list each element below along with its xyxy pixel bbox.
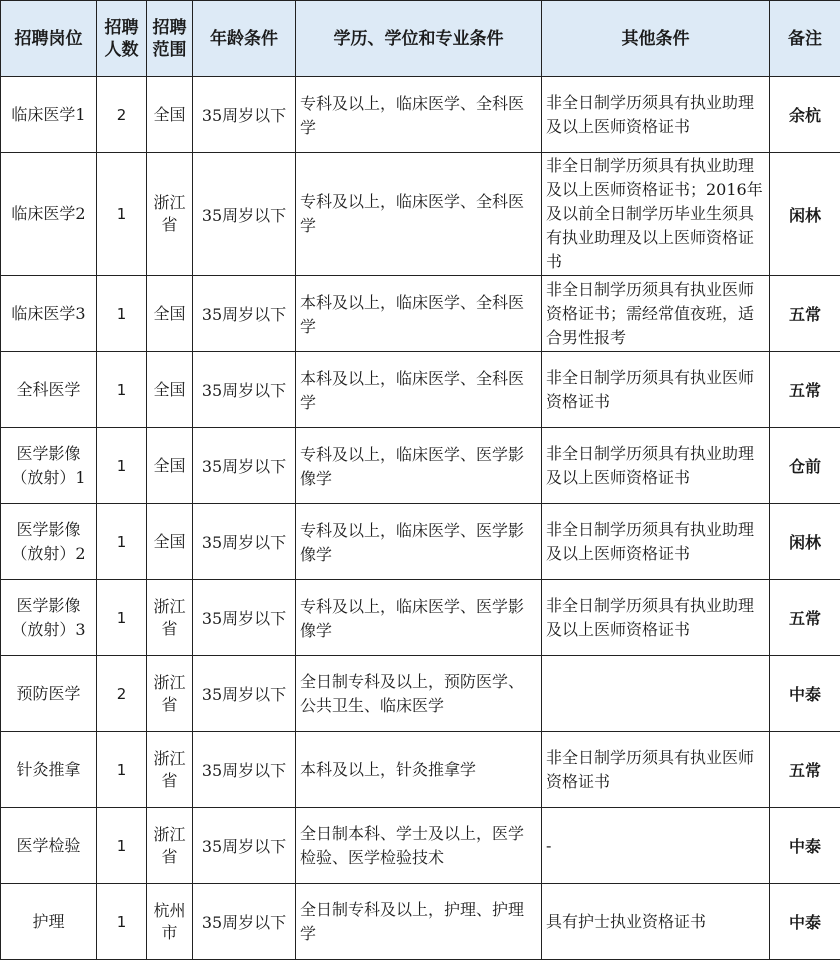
cell-scope: 浙江省 [147, 580, 193, 656]
cell-education: 专科及以上，临床医学、医学影像学 [296, 428, 542, 504]
table-row [1, 884, 840, 960]
cell-count: 1 [97, 276, 147, 352]
cell-education: 本科及以上，针灸推拿学 [296, 732, 542, 808]
header-position: 招聘岗位 [1, 1, 97, 77]
cell-other: 非全日制学历须具有执业助理及以上医师资格证书 [542, 504, 770, 580]
cell-scope: 浙江省 [147, 732, 193, 808]
cell-education: 全日制本科、学士及以上，医学检验、医学检验技术 [296, 808, 542, 884]
cell-scope: 全国 [147, 276, 193, 352]
cell-count: 1 [97, 153, 147, 276]
cell-education: 全日制专科及以上，预防医学、公共卫生、临床医学 [296, 656, 542, 732]
cell-age: 35周岁以下 [193, 580, 296, 656]
cell-age: 35周岁以下 [193, 732, 296, 808]
table-row [1, 504, 840, 580]
table-row [1, 808, 840, 884]
table-header-row [1, 1, 840, 77]
cell-age: 35周岁以下 [193, 656, 296, 732]
table-row [1, 732, 840, 808]
cell-scope: 全国 [147, 504, 193, 580]
cell-age: 35周岁以下 [193, 352, 296, 428]
cell-other [542, 656, 770, 732]
cell-count: 2 [97, 77, 147, 153]
table-row [1, 580, 840, 656]
cell-other: 非全日制学历须具有执业医师资格证书；需经常值夜班，适合男性报考 [542, 276, 770, 352]
cell-position: 临床医学1 [1, 77, 97, 153]
cell-education: 本科及以上，临床医学、全科医学 [296, 276, 542, 352]
cell-education: 专科及以上，临床医学、医学影像学 [296, 580, 542, 656]
cell-count: 2 [97, 656, 147, 732]
cell-scope: 全国 [147, 77, 193, 153]
cell-other: 非全日制学历须具有执业医师资格证书 [542, 732, 770, 808]
cell-other: 具有护士执业资格证书 [542, 884, 770, 960]
cell-position: 预防医学 [1, 656, 97, 732]
table-row [1, 428, 840, 504]
cell-other: - [542, 808, 770, 884]
table-row [1, 77, 840, 153]
cell-position: 医学影像（放射）3 [1, 580, 97, 656]
cell-note: 中泰 [770, 884, 840, 960]
cell-count: 1 [97, 808, 147, 884]
cell-scope: 全国 [147, 352, 193, 428]
cell-note: 闲林 [770, 153, 840, 276]
cell-position: 护理 [1, 884, 97, 960]
cell-education: 全日制专科及以上，护理、护理学 [296, 884, 542, 960]
cell-count: 1 [97, 504, 147, 580]
table-row [1, 352, 840, 428]
cell-other: 非全日制学历须具有执业助理及以上医师资格证书；2016年及以前全日制学历毕业生须具有执业助理及以上医师资格证书 [542, 153, 770, 276]
header-other: 其他条件 [542, 1, 770, 77]
cell-education: 本科及以上，临床医学、全科医学 [296, 352, 542, 428]
cell-note: 中泰 [770, 808, 840, 884]
header-count: 招聘人数 [97, 1, 147, 77]
cell-position: 临床医学2 [1, 153, 97, 276]
cell-count: 1 [97, 428, 147, 504]
cell-note: 五常 [770, 352, 840, 428]
cell-note: 闲林 [770, 504, 840, 580]
cell-education: 专科及以上，临床医学、全科医学 [296, 153, 542, 276]
cell-scope: 浙江省 [147, 656, 193, 732]
cell-note: 余杭 [770, 77, 840, 153]
cell-position: 医学影像（放射）1 [1, 428, 97, 504]
cell-note: 五常 [770, 580, 840, 656]
cell-scope: 杭州市 [147, 884, 193, 960]
cell-position: 医学检验 [1, 808, 97, 884]
cell-count: 1 [97, 580, 147, 656]
table-row [1, 276, 840, 352]
cell-scope: 全国 [147, 428, 193, 504]
cell-count: 1 [97, 352, 147, 428]
cell-other: 非全日制学历须具有执业医师资格证书 [542, 352, 770, 428]
cell-other: 非全日制学历须具有执业助理及以上医师资格证书 [542, 77, 770, 153]
table-row [1, 153, 840, 276]
cell-note: 中泰 [770, 656, 840, 732]
cell-note: 五常 [770, 276, 840, 352]
cell-position: 医学影像（放射）2 [1, 504, 97, 580]
header-note: 备注 [770, 1, 840, 77]
cell-education: 专科及以上，临床医学、医学影像学 [296, 504, 542, 580]
cell-age: 35周岁以下 [193, 504, 296, 580]
cell-scope: 浙江省 [147, 808, 193, 884]
cell-position: 全科医学 [1, 352, 97, 428]
header-scope: 招聘范围 [147, 1, 193, 77]
cell-age: 35周岁以下 [193, 153, 296, 276]
cell-note: 五常 [770, 732, 840, 808]
cell-age: 35周岁以下 [193, 884, 296, 960]
cell-position: 针灸推拿 [1, 732, 97, 808]
header-age: 年龄条件 [193, 1, 296, 77]
cell-note: 仓前 [770, 428, 840, 504]
cell-age: 35周岁以下 [193, 276, 296, 352]
header-education: 学历、学位和专业条件 [296, 1, 542, 77]
cell-other: 非全日制学历须具有执业助理及以上医师资格证书 [542, 580, 770, 656]
table-row [1, 656, 840, 732]
cell-other: 非全日制学历须具有执业助理及以上医师资格证书 [542, 428, 770, 504]
cell-count: 1 [97, 884, 147, 960]
cell-age: 35周岁以下 [193, 428, 296, 504]
cell-age: 35周岁以下 [193, 808, 296, 884]
cell-age: 35周岁以下 [193, 77, 296, 153]
cell-scope: 浙江省 [147, 153, 193, 276]
cell-position: 临床医学3 [1, 276, 97, 352]
cell-education: 专科及以上，临床医学、全科医学 [296, 77, 542, 153]
cell-count: 1 [97, 732, 147, 808]
